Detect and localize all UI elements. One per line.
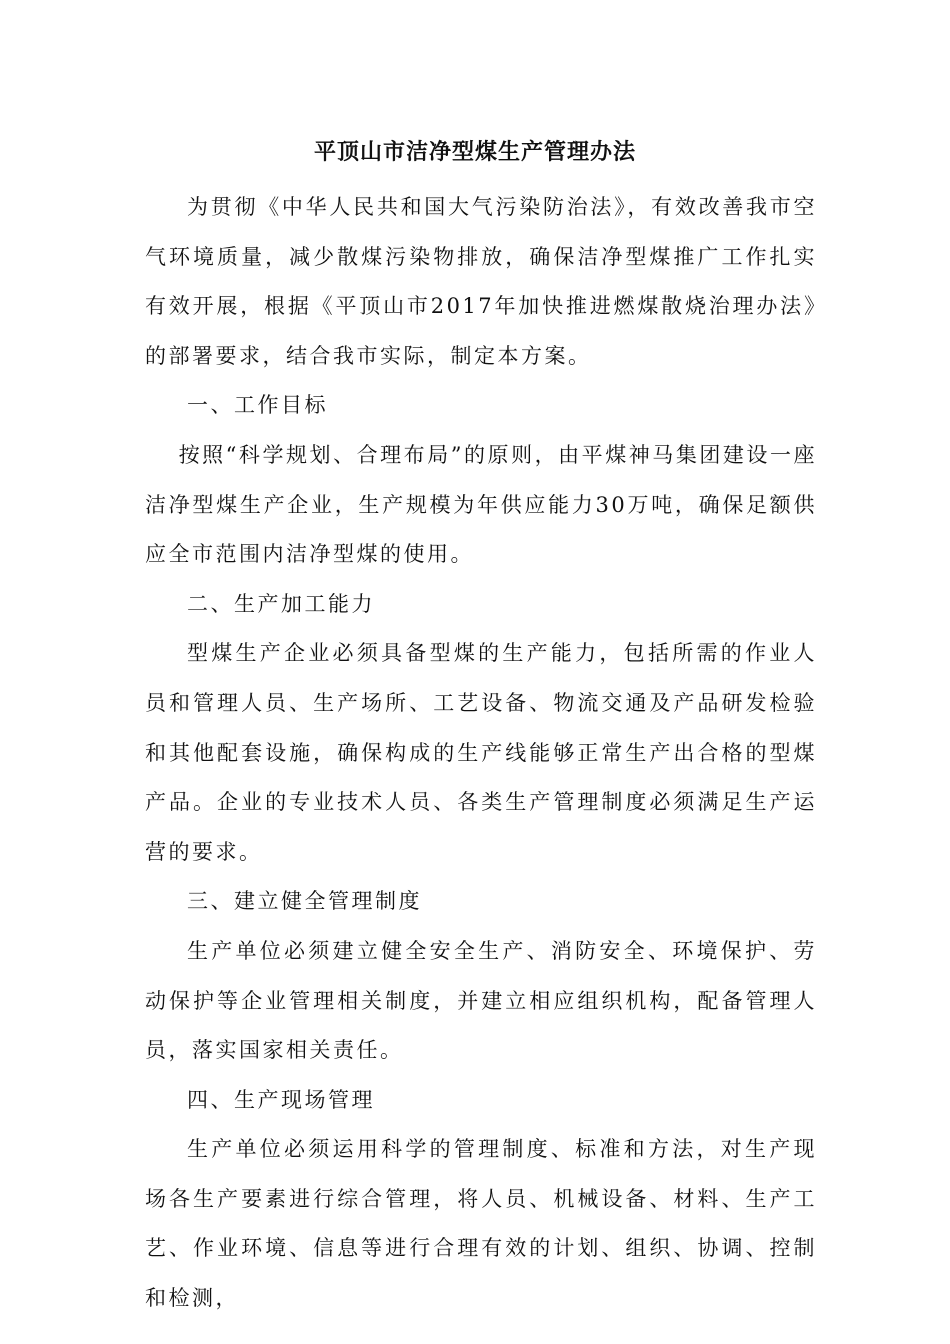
production-capacity-paragraph: 型煤生产企业必须具备型煤的生产能力，包括所需的作业人员和管理人员、生产场所、工艺设备、物流交通及产品研发检验和其他配套设施，确保构成的生产线能够正常生产出合格的型煤产品。企业的专业技术人员、各类生产管理制度必须满足生产运营的要求。 (145, 641, 817, 864)
site-management-paragraph: 生产单位必须运用科学的管理制度、标准和方法，对生产现场各生产要素进行综合管理，将人员、机械设备、材料、生产工艺、作业环境、信息等进行合理有效的计划、组织、协调、控制和检测， (145, 1137, 817, 1311)
section-heading-management-system: 三、建立健全管理制度 (187, 889, 422, 914)
work-goals-paragraph: 按照“科学规划、合理布局”的原则，由平煤神马集团建设一座洁净型煤生产企业，生产规模为年供应能力30万吨，确保足额供应全市范围内洁净型煤的使用。 (145, 442, 817, 567)
management-system-paragraph: 生产单位必须建立健全安全生产、消防安全、环境保护、劳动保护等企业管理相关制度，并建立相应组织机构，配备管理人员，落实国家相关责任。 (145, 938, 817, 1063)
document-body (145, 183, 817, 1324)
section-heading-production-capacity: 二、生产加工能力 (187, 591, 375, 616)
section-heading-work-goals: 一、工作目标 (187, 393, 328, 418)
intro-paragraph: 为贯彻《中华人民共和国大气污染防治法》，有效改善我市空气环境质量，减少散煤污染物排放，确保洁净型煤推广工作扎实有效开展，根据《平顶山市2017年加快推进燃煤散烧治理办法》的部署要求，结合我市实际，制定本方案。 (145, 195, 817, 368)
document-title: 平顶山市洁净型煤生产管理办法 (313, 139, 636, 165)
section-heading-site-management: 四、生产现场管理 (187, 1087, 375, 1112)
